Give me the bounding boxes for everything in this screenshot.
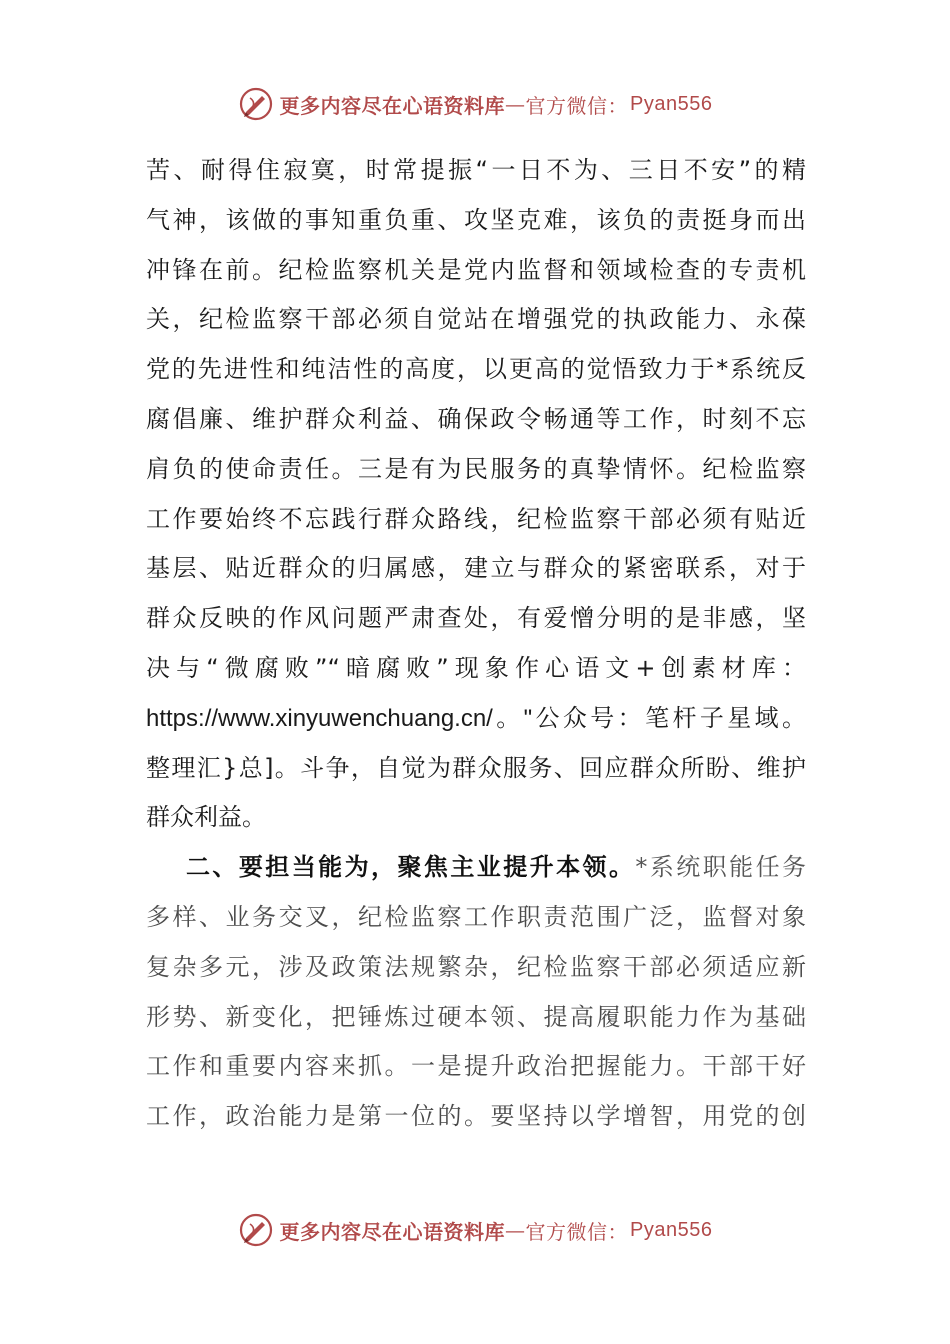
text-line-url: https://www.xinyuwenchuang.cn/。"公众号：笔杆子星域。 <box>146 704 806 732</box>
text-line: 决与“微腐败”“暗腐败”现象作心语文+创素材库： <box>146 653 806 682</box>
section-heading: 二、要担当能为，聚焦主业提升本领。 <box>186 853 636 882</box>
text-line: 肩负的使命责任。三是有为民服务的真挚情怀。纪检监察 <box>146 454 806 483</box>
text-line: 基层、贴近群众的归属感，建立与群众的紧密联系，对于 <box>146 554 806 583</box>
text-line: 形势、新变化，把锤炼过硬本领、提高履职能力作为基础 <box>146 1002 806 1031</box>
text-line: 气神，该做的事知重负重、攻坚克难，该负的责挺身而出 <box>146 205 806 234</box>
text-line: 多样、业务交叉，纪检监察工作职责范围广泛，监督对象 <box>146 902 806 931</box>
text-line: 工作，政治能力是第一位的。要坚持以学增智，用党的创 <box>146 1102 806 1131</box>
text-line: 工作和重要内容来抓。一是提升政治把握能力。干部干好 <box>146 1052 806 1081</box>
banner-wechat-id: Pyan556 <box>630 92 713 115</box>
text-line: 工作要始终不忘践行群众路线，纪检监察干部必须有贴近 <box>146 504 806 533</box>
paragraph-2 <box>146 843 806 1142</box>
header-banner <box>0 82 950 126</box>
banner-dash: — <box>505 1218 526 1242</box>
text-line: 群众利益。 <box>146 803 266 832</box>
text-line: 复杂多元，涉及政策法规繁杂，纪检监察干部必须适应新 <box>146 952 806 981</box>
footer-banner <box>0 1208 950 1252</box>
text-line: 群众反映的作风问题严肃查处，有爱憎分明的是非感，坚 <box>146 604 806 633</box>
banner-title: 更多内容尽在心语资料库 <box>279 1219 506 1244</box>
text-line: 苦、耐得住寂寞，时常提振“一日不为、三日不安”的精 <box>146 156 806 184</box>
banner-subtitle: 官方微信： <box>525 93 629 118</box>
banner-wechat-id: Pyan556 <box>630 1218 713 1241</box>
text-line: 腐倡廉、维护群众利益、确保政令畅通等工作，时刻不忘 <box>146 404 806 433</box>
paragraph-1 <box>146 146 806 843</box>
text-line: 整理汇}总]。斗争，自觉为群众服务、回应群众所盼、维护 <box>146 753 806 782</box>
text-line: 党的先进性和纯洁性的高度，以更高的觉悟致力于*系统反 <box>146 355 806 384</box>
section-heading-tail: *系统职能任务 <box>635 853 806 882</box>
banner-title: 更多内容尽在心语资料库 <box>279 93 506 118</box>
text-line: 冲锋在前。纪检监察机关是党内监督和领域检查的专责机 <box>146 255 806 284</box>
banner-subtitle: 官方微信： <box>525 1219 629 1244</box>
pen-logo-icon <box>238 1212 274 1248</box>
banner-dash: — <box>505 92 526 116</box>
section-heading-line <box>146 843 806 893</box>
text-line: 关，纪检监察干部必须自觉站在增强党的执政能力、永葆 <box>146 305 806 334</box>
pen-logo-icon <box>238 86 274 122</box>
document-body <box>146 146 806 1142</box>
